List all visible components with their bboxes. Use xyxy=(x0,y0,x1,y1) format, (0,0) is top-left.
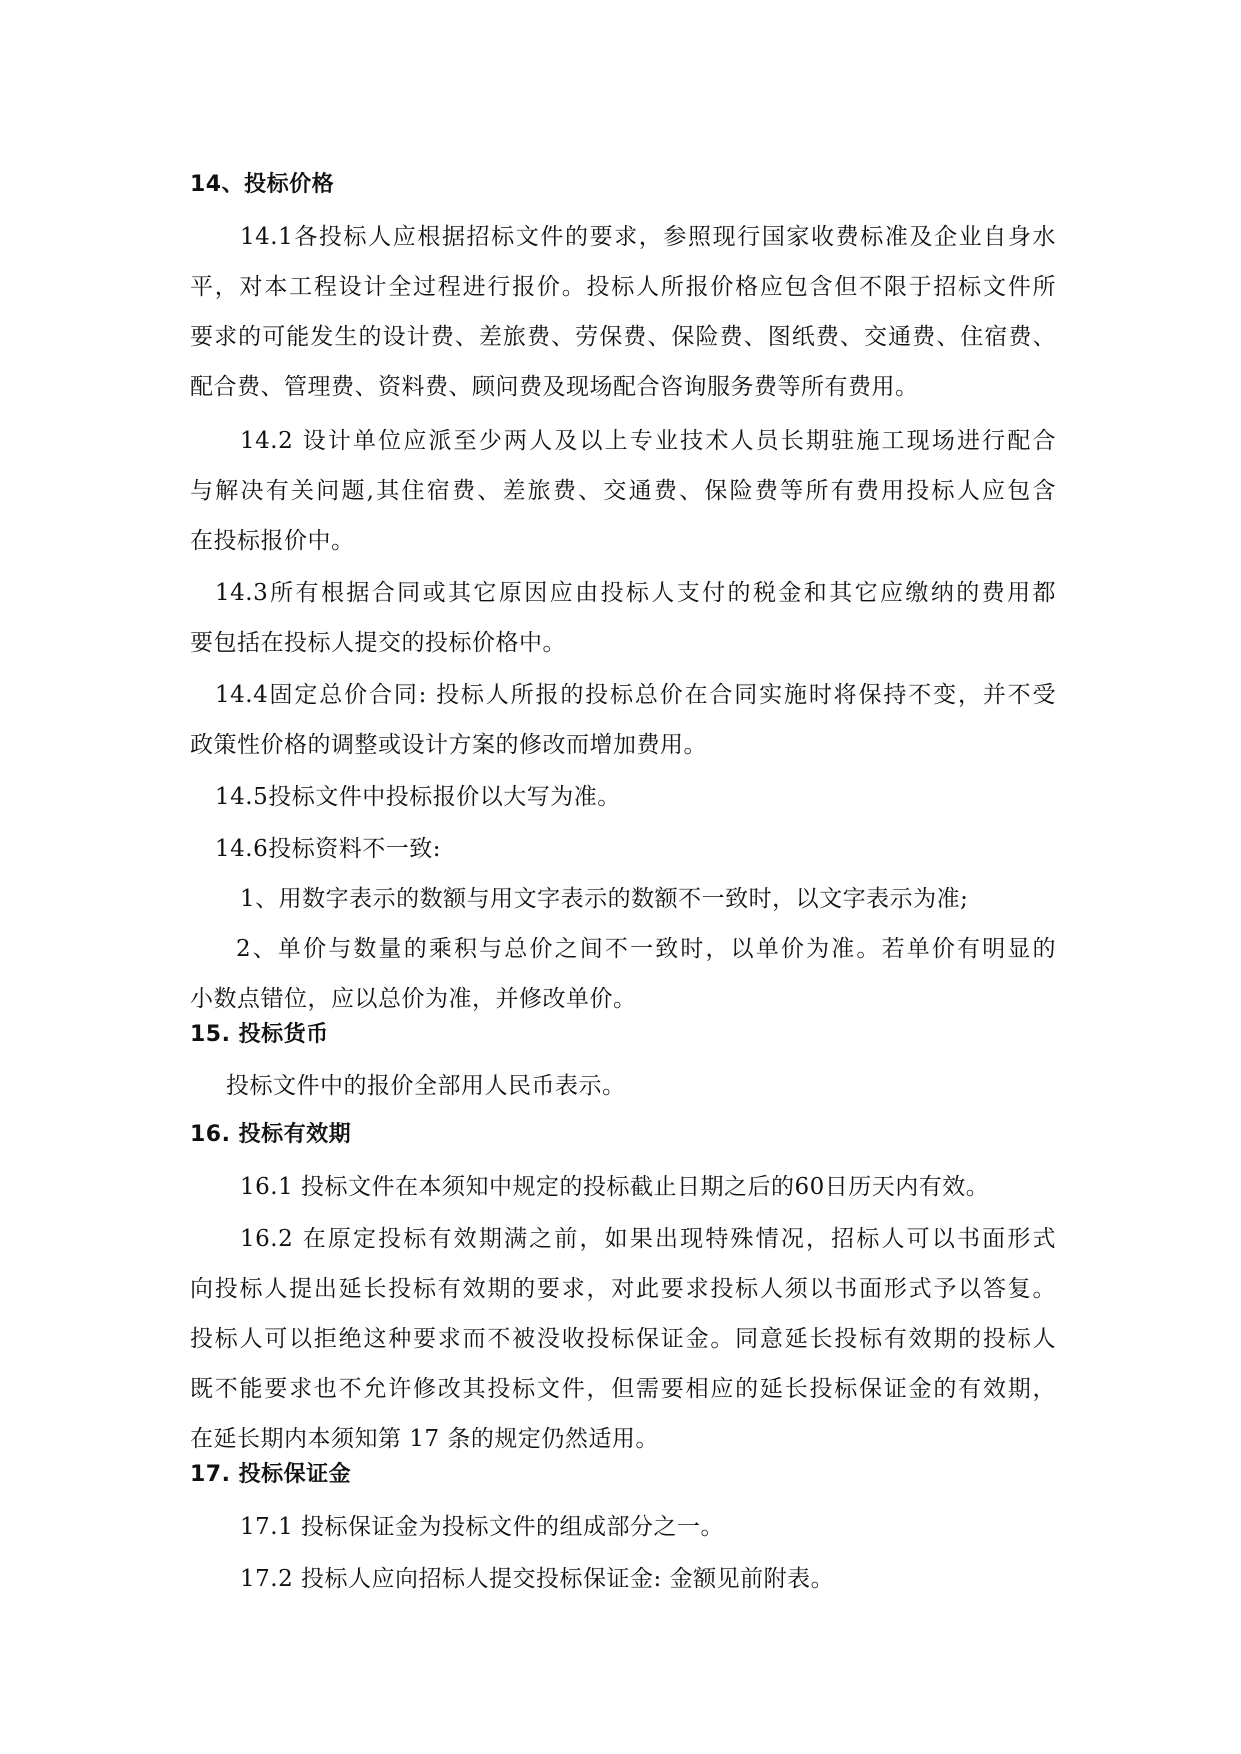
section-heading-17: 17. 投标保证金 xyxy=(190,1462,352,1487)
paragraph-14-4-line-1: 14.4固定总价合同: 投标人所报的投标总价在合同实施时将保持不变，并不受 xyxy=(215,682,1056,708)
paragraph-17-1: 17.1 投标保证金为投标文件的组成部分之一。 xyxy=(240,1514,725,1540)
paragraph-14-6-item-1: 1、用数字表示的数额与用文字表示的数额不一致时，以文字表示为准; xyxy=(240,886,969,912)
section-heading-14: 14、投标价格 xyxy=(190,172,335,197)
paragraph-14-6-line-1: 14.6投标资料不一致: xyxy=(215,836,441,862)
paragraph-14-1-line-3: 要求的可能发生的设计费、差旅费、劳保费、保险费、图纸费、交通费、住宿费、 xyxy=(190,324,1056,350)
paragraph-14-2-line-1: 14.2 设计单位应派至少两人及以上专业技术人员长期驻施工现场进行配合 xyxy=(240,428,1056,454)
paragraph-14-6-item-2-line-1: 2、单价与数量的乘积与总价之间不一致时，以单价为准。若单价有明显的 xyxy=(236,936,1056,962)
paragraph-16-2-line-2: 向投标人提出延长投标有效期的要求，对此要求投标人须以书面形式予以答复。 xyxy=(190,1276,1056,1302)
paragraph-14-1-line-2: 平，对本工程设计全过程进行报价。投标人所报价格应包含但不限于招标文件所 xyxy=(190,274,1056,300)
paragraph-16-2-line-3: 投标人可以拒绝这种要求而不被没收投标保证金。同意延长投标有效期的投标人 xyxy=(190,1326,1056,1352)
paragraph-16-2-line-1: 16.2 在原定投标有效期满之前，如果出现特殊情况，招标人可以书面形式 xyxy=(240,1226,1056,1252)
section-heading-15: 15. 投标货币 xyxy=(190,1022,329,1047)
paragraph-15: 投标文件中的报价全部用人民币表示。 xyxy=(226,1073,626,1099)
paragraph-14-3-line-2: 要包括在投标人提交的投标价格中。 xyxy=(190,630,566,656)
paragraph-14-1-line-4: 配合费、管理费、资料费、顾问费及现场配合咨询服务费等所有费用。 xyxy=(190,374,919,400)
paragraph-16-1: 16.1 投标文件在本须知中规定的投标截止日期之后的60日历天内有效。 xyxy=(240,1174,990,1200)
paragraph-14-2-line-3: 在投标报价中。 xyxy=(190,528,355,554)
paragraph-16-2-line-5: 在延长期内本须知第 17 条的规定仍然适用。 xyxy=(190,1426,659,1452)
paragraph-14-1-line-1: 14.1各投标人应根据招标文件的要求，参照现行国家收费标准及企业自身水 xyxy=(240,224,1056,250)
paragraph-14-3-line-1: 14.3所有根据合同或其它原因应由投标人支付的税金和其它应缴纳的费用都 xyxy=(215,580,1056,606)
section-heading-16: 16. 投标有效期 xyxy=(190,1122,352,1147)
paragraph-14-6-item-2-line-2: 小数点错位，应以总价为准，并修改单价。 xyxy=(190,986,637,1012)
paragraph-17-2: 17.2 投标人应向招标人提交投标保证金: 金额见前附表。 xyxy=(240,1566,835,1592)
paragraph-16-2-line-4: 既不能要求也不允许修改其投标文件，但需要相应的延长投标保证金的有效期， xyxy=(190,1376,1056,1402)
paragraph-14-2-line-2: 与解决有关问题,其住宿费、差旅费、交通费、保险费等所有费用投标人应包含 xyxy=(190,478,1056,504)
paragraph-14-5: 14.5投标文件中投标报价以大写为准。 xyxy=(215,784,621,810)
paragraph-14-4-line-2: 政策性价格的调整或设计方案的修改而增加费用。 xyxy=(190,732,707,758)
